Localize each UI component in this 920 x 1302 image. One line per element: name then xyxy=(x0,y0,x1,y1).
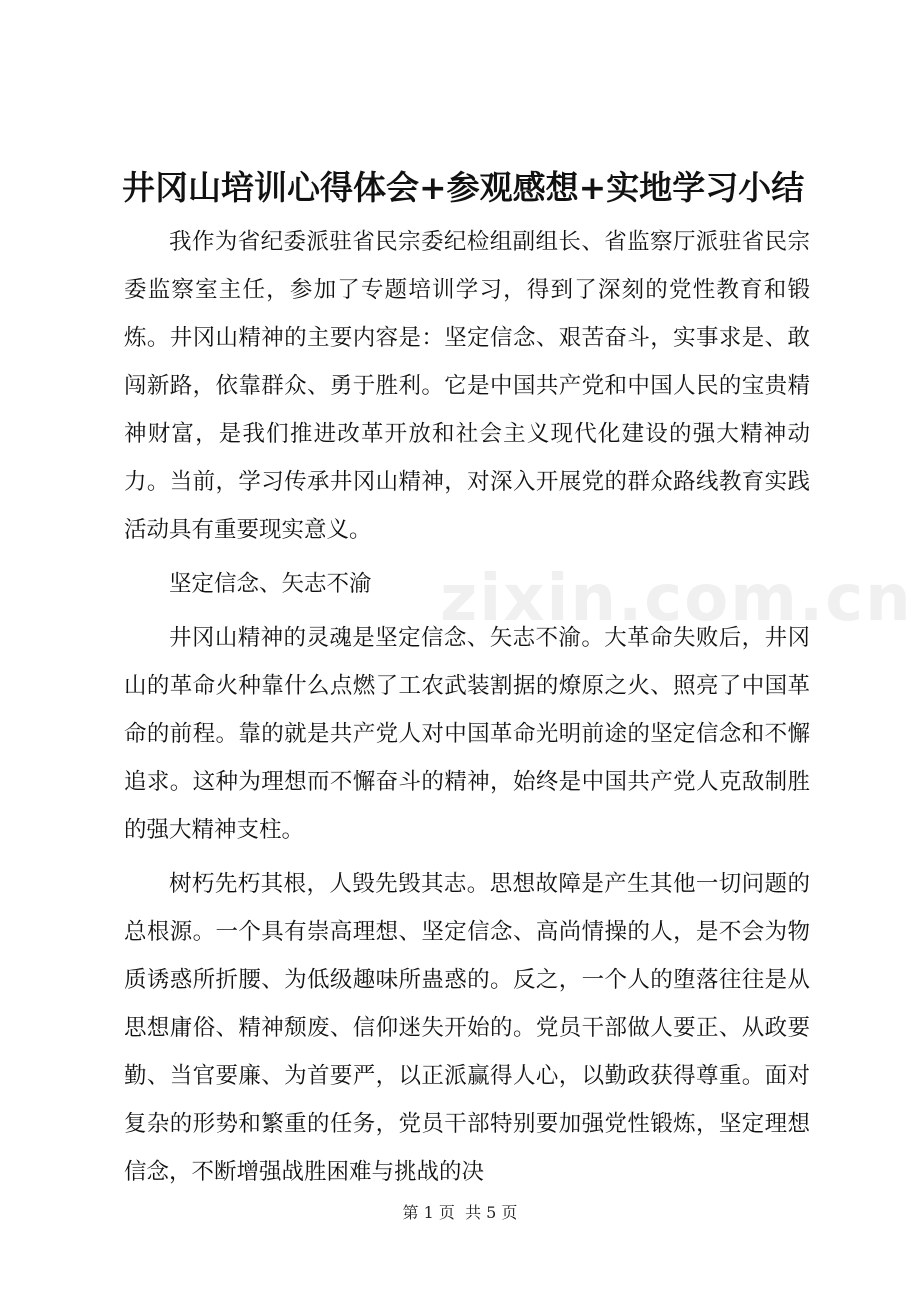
paragraph-soul: 井冈山精神的灵魂是坚定信念、矢志不渝。大革命失败后，井冈山的革命火种靠什么点燃了工农武装割据的燎原之火、照亮了中国革命的前程。靠的就是共产党人对中国革命光明前途的坚定信念和不懈追求。这种为理想而不懈奋斗的精神，始终是中国共产党人克敌制胜的强大精神支柱。 xyxy=(124,625,810,843)
document-title: 井冈山培训心得体会+参观感想+实地学习小结 xyxy=(122,168,805,207)
section-heading: 坚定信念、矢志不渝 xyxy=(169,571,372,597)
paragraph-intro: 我作为省纪委派驻省民宗委纪检组副组长、省监察厅派驻省民宗委监察室主任，参加了专题培训学习，得到了深刻的党性教育和锻炼。井冈山精神的主要内容是：坚定信念、艰苦奋斗，实事求是、敢闯新路，依靠群众、勇于胜利。它是中国共产党和中国人民的宝贵精神财富，是我们推进改革开放和社会主义现代化建设的强大精神动力。当前，学习传承井冈山精神，对深入开展党的群众路线教育实践活动具有重要现实意义。 xyxy=(124,229,810,543)
paragraph-root: 树朽先朽其根，人毁先毁其志。思想故障是产生其他一切问题的总根源。一个具有崇高理想、坚定信念、高尚情操的人，是不会为物质诱惑所折腰、为低级趣味所蛊惑的。反之，一个人的堕落往往是从思想庸俗、精神颓废、信仰迷失开始的。党员干部做人要正、从政要勤、当官要廉、为首要严，以正派赢得人心，以勤政获得尊重。面对复杂的形势和繁重的任务，党员干部特别要加强党性锻炼，坚定理想信念，不断增强战胜困难与挑战的决 xyxy=(124,871,810,1185)
watermark: zixin.com.cn xyxy=(440,562,913,636)
page-footer: 第 1 页 共 5 页 xyxy=(402,1203,518,1222)
document-body xyxy=(124,218,810,1196)
